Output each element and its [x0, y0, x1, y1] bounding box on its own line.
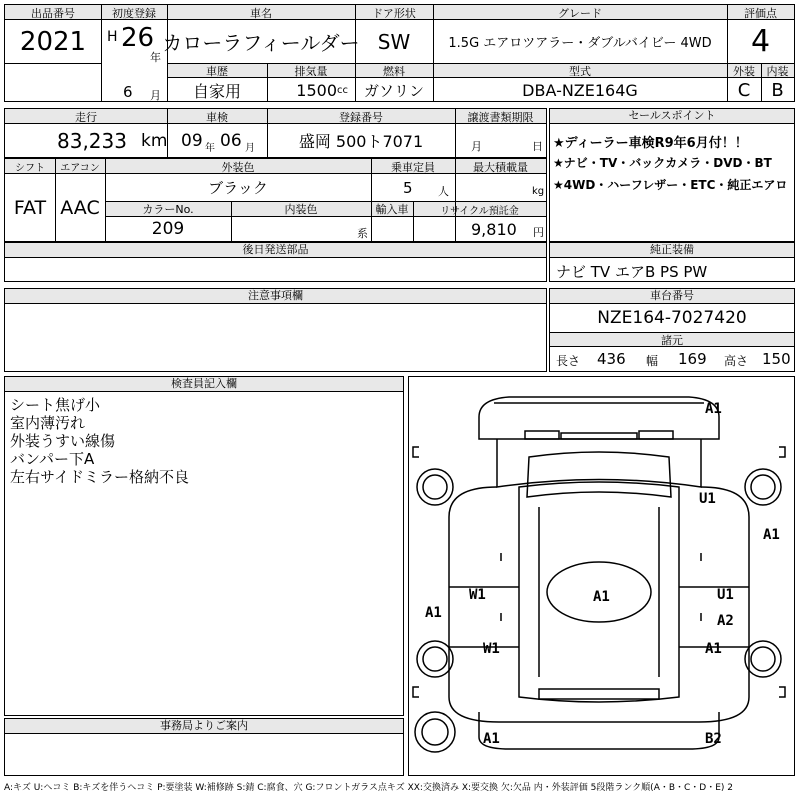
- label-notes: 注意事項欄: [5, 289, 546, 304]
- displacement: 1500: [296, 80, 337, 100]
- equipment-box: [549, 242, 795, 282]
- inspector-note: 外装うすい線傷: [10, 432, 116, 450]
- label-model: 型式: [569, 64, 591, 78]
- mark-left-quarter: A1: [425, 605, 442, 621]
- label-aircon: エアコン: [60, 163, 100, 174]
- car-diagram: [408, 376, 795, 776]
- capacity: 5: [403, 179, 413, 197]
- label-int-color: 内装色: [284, 203, 318, 216]
- label-car-name: 車名: [250, 6, 272, 20]
- year-unit: 年: [150, 51, 161, 64]
- load-unit: kg: [532, 186, 545, 197]
- label-later-parts: 後日発送部品: [5, 243, 546, 258]
- inspection-year: 09: [181, 131, 203, 151]
- door-type: SW: [377, 29, 411, 54]
- mark-right-rear-door-a: A2: [717, 613, 734, 629]
- int-color-unit: 系: [357, 227, 368, 240]
- label-office: 事務局よりご案内: [5, 719, 403, 734]
- label-exterior: 外装: [733, 64, 755, 78]
- chassis-number: NZE164-7027420: [597, 308, 747, 328]
- mark-right-front-fender: U1: [699, 491, 716, 507]
- auction-number: 2021: [19, 26, 87, 57]
- inspector-note: バンパー下A: [10, 450, 95, 468]
- label-mileage: 走行: [75, 110, 97, 124]
- label-equipment: 純正装備: [550, 243, 794, 258]
- label-displacement: 排気量: [294, 64, 328, 78]
- model-code: DBA-NZE164G: [522, 80, 638, 100]
- label-color-no: カラーNo.: [142, 203, 194, 216]
- car-name: カローラフィールダー: [162, 31, 360, 55]
- specs-block: [4, 158, 547, 242]
- mark-right-quarter: A1: [705, 641, 722, 657]
- transfer-day-unit: 日: [532, 140, 543, 153]
- exterior-color: ブラック: [208, 179, 268, 197]
- fuel: ガソリン: [363, 81, 424, 100]
- shift: FAT: [13, 196, 47, 219]
- mileage-unit: km: [141, 131, 168, 151]
- recycle-unit: 円: [533, 226, 544, 239]
- inspector-box: [4, 376, 404, 716]
- notes-box: [4, 288, 547, 372]
- first-reg-year: 26: [121, 23, 155, 53]
- car-outline-svg: [409, 377, 794, 775]
- inspector-note: 室内薄汚れ: [10, 414, 86, 432]
- label-history: 車歴: [206, 64, 228, 78]
- inspection-year-unit: 年: [205, 143, 215, 154]
- label-transfer: 譲渡書類期限: [467, 110, 534, 124]
- label-score: 評価点: [744, 6, 777, 20]
- mileage: 83,233: [57, 129, 127, 153]
- height-value: 150: [762, 350, 791, 368]
- label-interior: 内装: [766, 64, 789, 78]
- color-number: 209: [151, 219, 185, 239]
- label-fuel: 燃料: [383, 64, 405, 78]
- label-dimensions: 諸元: [661, 333, 683, 347]
- office-box: [4, 718, 404, 776]
- interior-grade: B: [771, 79, 784, 101]
- registration-block: [4, 108, 547, 158]
- label-reg-no: 登録番号: [339, 110, 383, 124]
- legend: A:キズ U:ヘコミ B:キズを伴うヘコミ P:要塗装 W:補修跡 S:錆 C:腐食、穴 G:フロントガラス点キズ XX:交換済み X:要交換 欠:欠品 内・外装評価 5段階ランク順(A・B・C・D・E) 2: [4, 783, 734, 793]
- month-unit: 月: [150, 89, 161, 102]
- label-inspection: 車検: [206, 110, 228, 124]
- mark-front-bumper: A1: [705, 401, 722, 417]
- label-recycle: リサイクル預託金: [440, 205, 519, 217]
- equipment-value: ナビ TV エアB PS PW: [556, 263, 708, 281]
- label-ext-color: 外装色: [221, 160, 255, 174]
- label-import: 輸入車: [375, 203, 409, 216]
- grade: 1.5G エアロツアラー・ダブルバイビー 4WD: [448, 36, 712, 51]
- inspector-notes: [10, 396, 189, 486]
- label-capacity: 乗車定員: [391, 160, 435, 174]
- width-value: 169: [678, 350, 707, 368]
- length-value: 436: [597, 350, 626, 368]
- mark-rear-left: A1: [483, 731, 500, 747]
- history: 自家用: [192, 81, 241, 101]
- inspector-note: シート焦げ小: [10, 396, 101, 414]
- label-inspector: 検査員記入欄: [5, 377, 403, 392]
- label-sales-points: セールスポイント: [550, 109, 794, 124]
- score: 4: [750, 24, 771, 59]
- chassis-box: [549, 288, 795, 372]
- height-label: 高さ: [724, 354, 749, 368]
- mark-right-front-door: A1: [763, 527, 780, 543]
- label-grade: グレード: [558, 6, 602, 20]
- label-door: ドア形状: [372, 6, 416, 20]
- mark-right-rear-door-u: U1: [717, 587, 734, 603]
- later-parts-box: [4, 242, 547, 282]
- sales-points-box: [549, 108, 795, 242]
- mark-left-rear-wheel: W1: [483, 641, 500, 657]
- exterior-grade: C: [737, 79, 751, 101]
- header-block: [4, 4, 795, 102]
- label-first-reg: 初度登録: [112, 6, 156, 20]
- aircon: AAC: [60, 196, 100, 219]
- displacement-unit: cc: [337, 85, 348, 96]
- label-load: 最大積載量: [473, 160, 528, 174]
- capacity-unit: 人: [438, 185, 449, 198]
- mark-roof: A1: [593, 589, 610, 605]
- inspection-month: 06: [220, 131, 242, 151]
- era: H: [107, 29, 118, 45]
- sales-point-1: ★ディーラー車検R9年6月付！！: [553, 136, 748, 151]
- width-label: 幅: [646, 354, 659, 368]
- first-reg-month: 6: [123, 83, 133, 101]
- label-chassis: 車台番号: [550, 289, 794, 304]
- sales-point-2: ★ナビ・TV・バックカメラ・DVD・BT: [553, 156, 772, 170]
- mark-rear-right: B2: [705, 731, 722, 747]
- label-shift: シフト: [15, 163, 45, 174]
- inspection-month-unit: 月: [245, 143, 255, 154]
- recycle-fee: 9,810: [471, 220, 517, 239]
- transfer-month-unit: 月: [471, 140, 482, 153]
- length-label: 長さ: [556, 354, 581, 368]
- registration-number: 盛岡 500ト7071: [298, 132, 424, 151]
- mark-left-rear-door: W1: [469, 587, 486, 603]
- label-auction-no: 出品番号: [31, 6, 75, 20]
- inspector-note: 左右サイドミラー格納不良: [10, 468, 189, 486]
- sales-point-3: ★4WD・ハーフレザー・ETC・純正エアロ: [553, 178, 788, 192]
